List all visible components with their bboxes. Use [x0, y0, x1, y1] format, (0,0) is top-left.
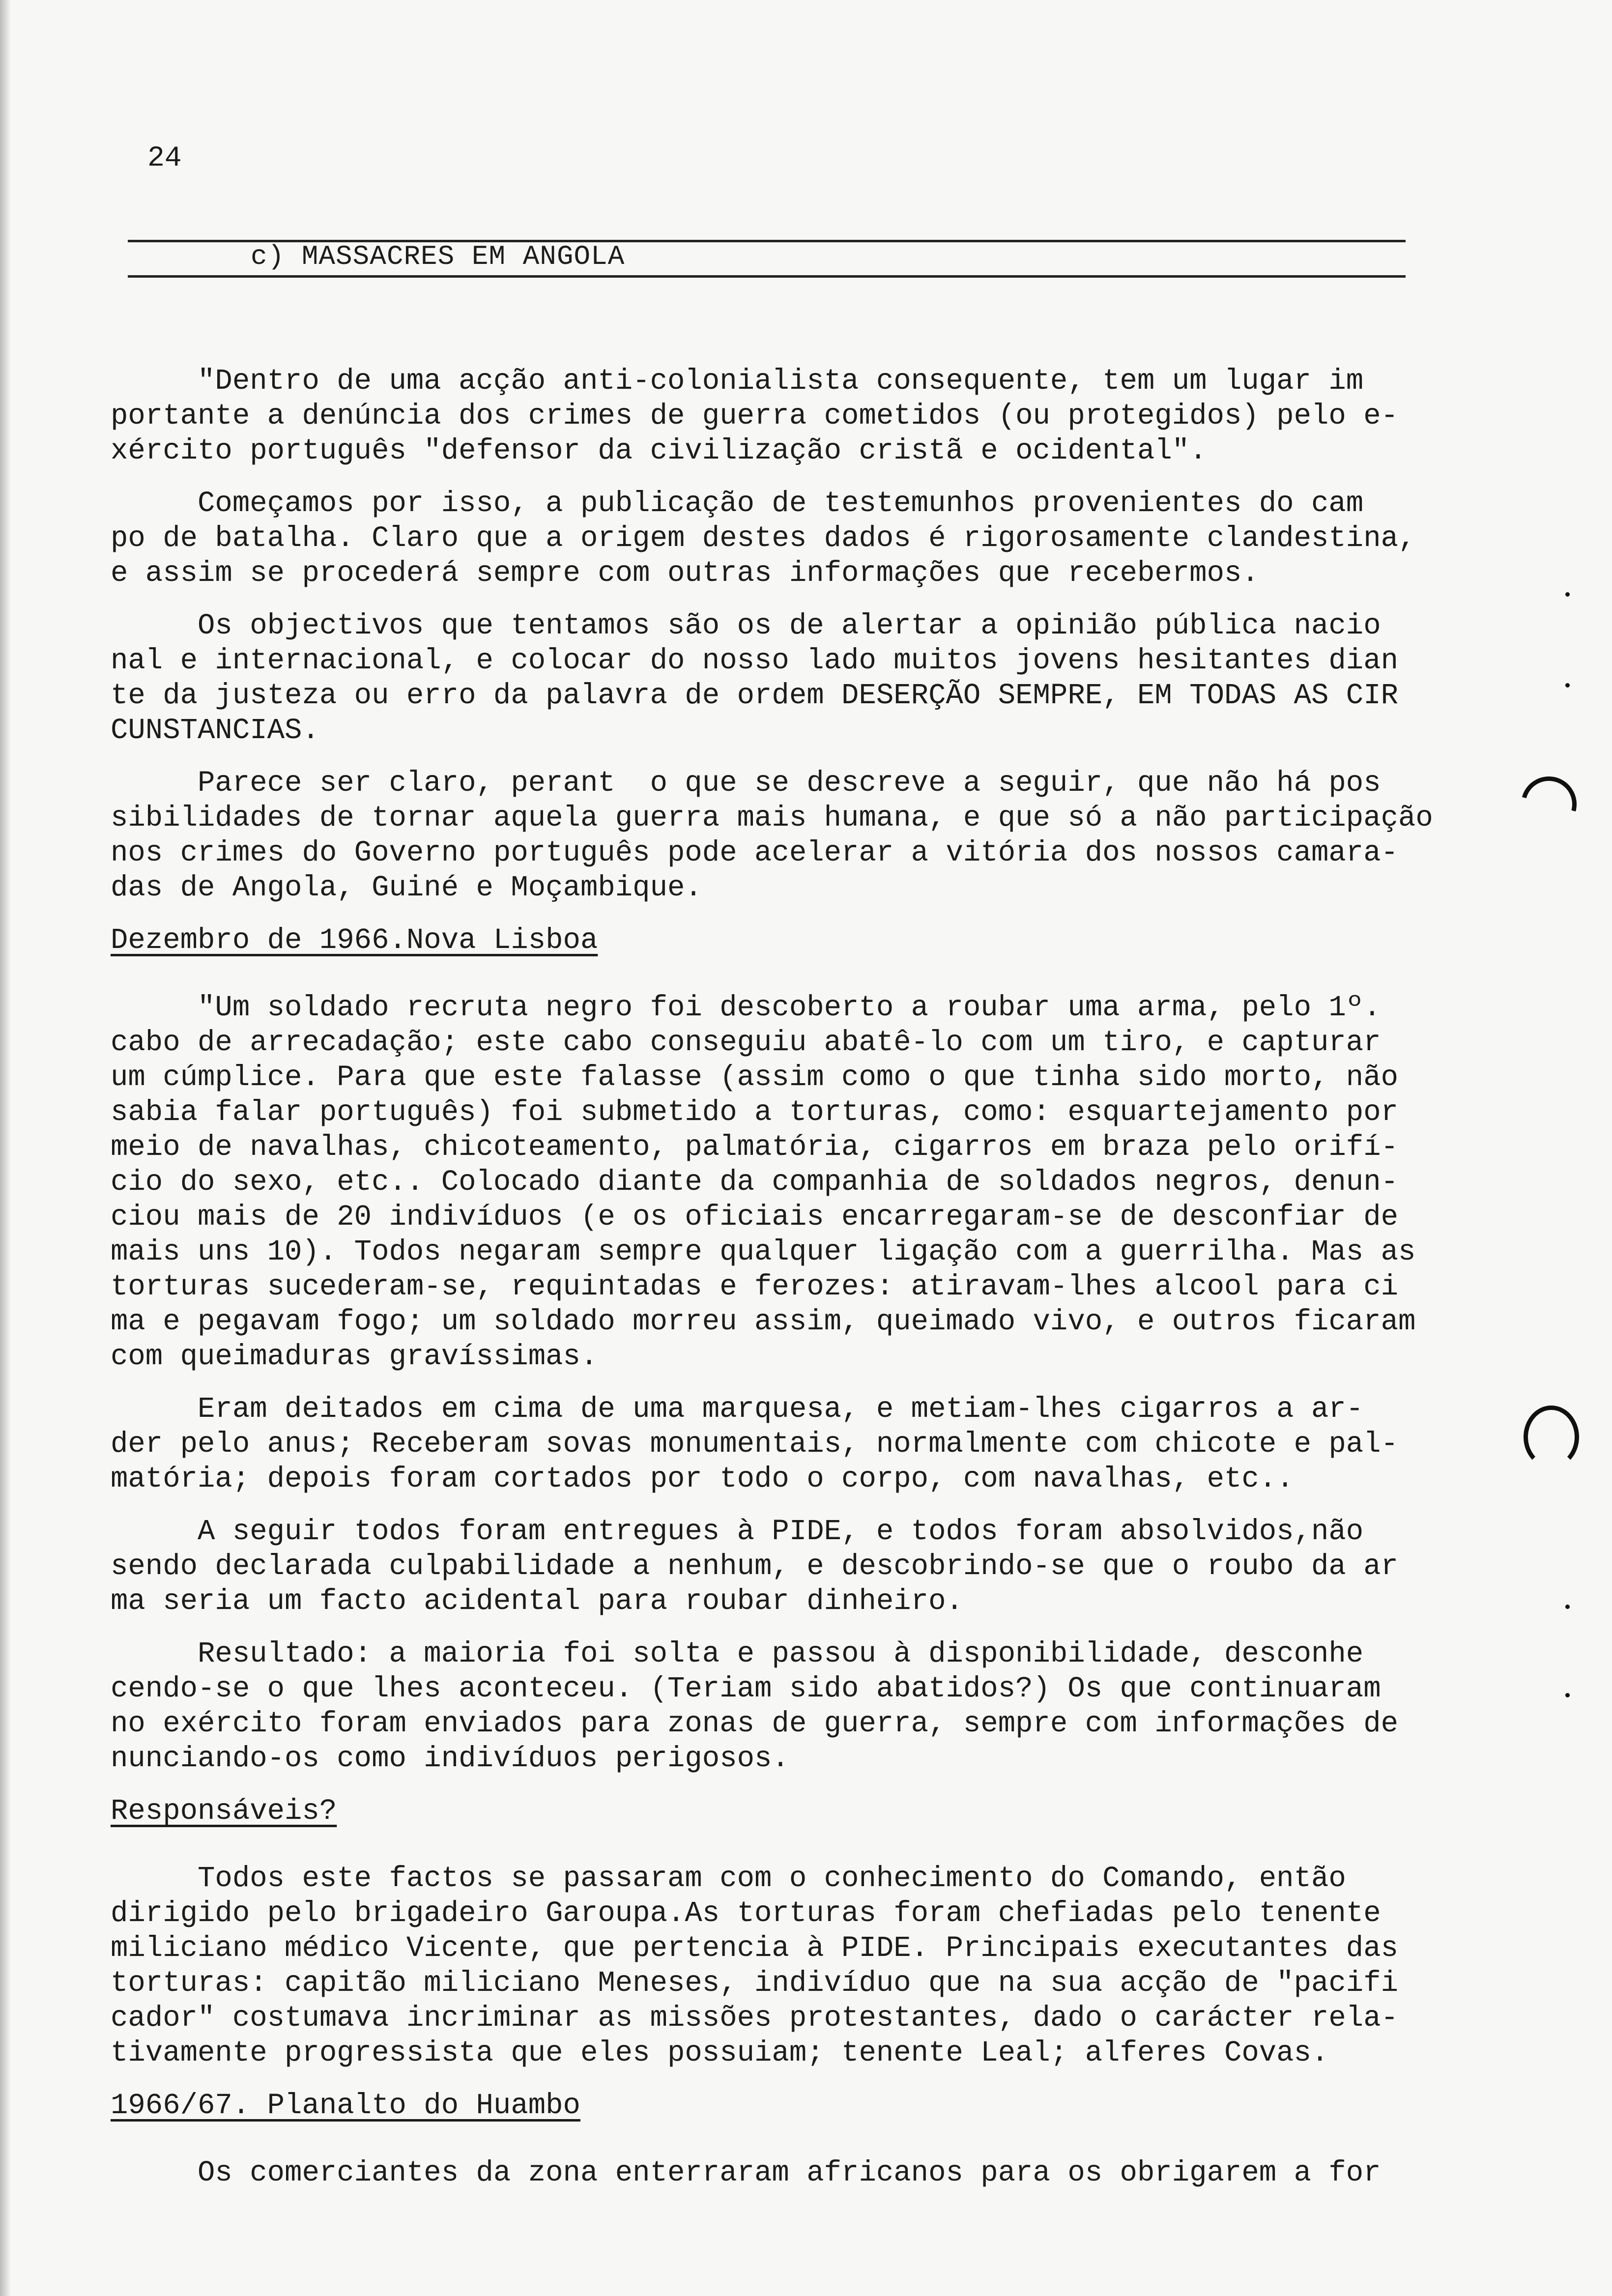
paragraph: Começamos por isso, a publicação de testemunhos provenientes do cam po de batalha. Claro que a origem destes dados é rigorosamente clandestina, e assim se procederá sempre com outras informações que recebermos.: [111, 487, 1416, 590]
paragraph: "Dentro de uma acção anti-colonialista consequente, tem um lugar im portante a denúncia dos crimes de guerra cometidos (ou protegidos) pelo e- xército português "defensor da civilização cristã e ocidental".: [111, 365, 1399, 467]
paragraph: Eram deitados em cima de uma marquesa, e metiam-lhes cigarros a ar- der pelo anus; Receberam sovas monumentais, normalmente com chicote e pal- matória; depois foram cortados por todo o corpo, com navalhas, etc..: [111, 1393, 1399, 1495]
scan-speck: [1565, 592, 1570, 597]
paragraph: Os objectivos que tentamos são os de alertar a opinião pública nacio nal e internacional, e colocar do nosso lado muitos jovens hesitantes dian te da justeza ou erro da palavra de ordem DESERÇÃO SEMPRE, EM TODAS AS CIR CUNSTANCIAS.: [111, 609, 1399, 747]
paragraph: Os comerciantes da zona enterraram africanos para os obrigarem a for: [111, 2156, 1381, 2189]
heading-planalto-huambo: 1966/67. Planalto do Huambo: [111, 2089, 580, 2122]
section-title: c) MASSACRES EM ANGOLA: [251, 241, 625, 272]
scan-edge-shadow: [0, 0, 11, 2296]
body-text: [111, 364, 1433, 2208]
paragraph: "Um soldado recruta negro foi descoberto a roubar uma arma, pelo 1º. cabo de arrecadação; este cabo conseguiu abatê-lo com um tiro, e capturar um cúmplice. Para que este falasse (assim como o que tinha sido morto, não sabia falar português) foi submetido a torturas, como: esquartejamento por meio de navalhas, chicoteamento, palmatória, cigarros em braza pelo orifí- cio do sexo, etc.. Colocado diante da companhia de soldados negros, denun- ciou mais de 20 indivíduos (e os oficiais encarregaram-se de desconfiar de mais uns 10). Todos negaram sempre qualquer ligação com a guerrilha. Mas as torturas sucederam-se, requintadas e ferozes: atiravam-lhes alcool para ci ma e pegavam fogo; um soldado morreu assim, queimado vivo, e outros ficaram com queimaduras gravíssimas.: [111, 991, 1416, 1373]
scan-speck: [1565, 1693, 1570, 1697]
punch-hole-mark: [1524, 1406, 1579, 1468]
punch-hole-mark: [1511, 766, 1586, 842]
page-number: 24: [147, 143, 182, 174]
heading-responsaveis: Responsáveis?: [111, 1795, 337, 1828]
paragraph: Resultado: a maioria foi solta e passou à disponibilidade, desconhe cendo-se o que lhes aconteceu. (Teriam sido abatidos?) Os que continuaram no exército foram enviados para zonas de guerra, sempre com informações de nunciando-os como indivíduos perigosos.: [111, 1637, 1399, 1775]
bottom-rule: [128, 275, 1406, 278]
scan-speck: [1565, 1605, 1570, 1609]
paragraph: A seguir todos foram entregues à PIDE, e todos foram absolvidos,não sendo declarada culpabilidade a nenhum, e descobrindo-se que o roubo da ar ma seria um facto acidental para roubar dinheiro.: [111, 1515, 1399, 1618]
heading-dezembro-1966: Dezembro de 1966.Nova Lisboa: [111, 924, 598, 957]
paragraph: Parece ser claro, perant o que se descreve a seguir, que não há pos sibilidades de tornar aquela guerra mais humana, e que só a não participação nos crimes do Governo português pode acelerar a vitória dos nossos camara- das de Angola, Guiné e Moçambique.: [111, 767, 1433, 904]
scan-speck: [1565, 683, 1570, 688]
paragraph: Todos este factos se passaram com o conhecimento do Comando, então dirigido pelo brigadeiro Garoupa.As torturas foram chefiadas pelo tenente miliciano médico Vicente, que pertencia à PIDE. Principais executantes das torturas: capitão miliciano Meneses, indivíduo que na sua acção de "pacifi cador" costumava incriminar as missões protestantes, dado o carácter rela- tivamente progressista que eles possuiam; tenente Leal; alferes Covas.: [111, 1862, 1399, 2069]
